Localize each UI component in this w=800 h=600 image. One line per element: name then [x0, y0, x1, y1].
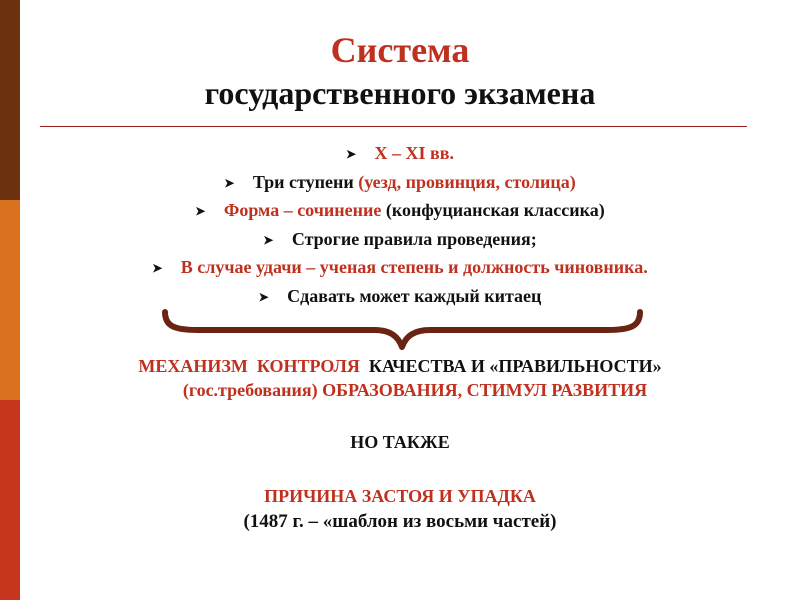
mechanism-black-text: КАЧЕСТВА И «ПРАВИЛЬНОСТИ» [368, 356, 662, 376]
bullet-item [40, 254, 760, 283]
bullet-list [40, 140, 760, 311]
mechanism-red-text: МЕХАНИЗМ КОНТРОЛЯ [138, 356, 369, 376]
bullet-text: Сдавать может каждый китаец [287, 285, 542, 306]
bullet-text-highlight: (уезд, провинция, столица) [358, 171, 576, 192]
arrow-bullet-icon: ➤ [258, 289, 269, 304]
mechanism-line-2 [40, 378, 760, 402]
bullet-item [40, 140, 760, 169]
mechanism-red-text: (гос.требования) [182, 380, 323, 400]
mechanism-red-text: ОБРАЗОВАНИЯ, СТИМУЛ РАЗВИТИЯ [322, 380, 648, 400]
mechanism-statement [40, 354, 760, 402]
bullet-text: Три ступени [252, 171, 359, 192]
sidebar-segment-orange [0, 200, 20, 400]
bullet-text-highlight: В случае удачи – ученая степень и должность чиновника. [180, 257, 648, 277]
bullet-item [40, 226, 760, 255]
curly-brace-icon [160, 308, 645, 350]
bullet-item [40, 283, 760, 312]
cause-subtitle: (1487 г. – «шаблон из восьми частей) [243, 511, 557, 532]
arrow-bullet-icon: ➤ [152, 261, 163, 275]
slide-title [40, 30, 760, 112]
bullet-text-highlight: Форма – сочинение [223, 200, 386, 220]
sidebar-segment-red [0, 400, 20, 600]
sidebar-segment-brown [0, 0, 20, 200]
arrow-bullet-icon: ➤ [224, 175, 235, 190]
arrow-bullet-icon: ➤ [263, 232, 274, 247]
cause-heading: ПРИЧИНА ЗАСТОЯ И УПАДКА [264, 486, 536, 506]
mechanism-line-1 [40, 354, 760, 378]
arrow-bullet-icon: ➤ [195, 204, 206, 218]
bullet-item [40, 169, 760, 198]
bullet-item [40, 197, 760, 226]
arrow-bullet-icon: ➤ [345, 147, 357, 161]
title-line-1: Система [330, 30, 470, 70]
bullet-text: Строгие правила проведения; [291, 228, 537, 249]
left-decorative-bar [0, 0, 20, 600]
title-line-2: государственного экзамена [204, 75, 596, 111]
title-divider [40, 126, 747, 127]
however-heading: НО ТАКЖЕ [350, 432, 450, 452]
bullet-text: (конфуцианская классика) [385, 200, 605, 220]
bullet-text: X – XI вв. [374, 143, 454, 163]
